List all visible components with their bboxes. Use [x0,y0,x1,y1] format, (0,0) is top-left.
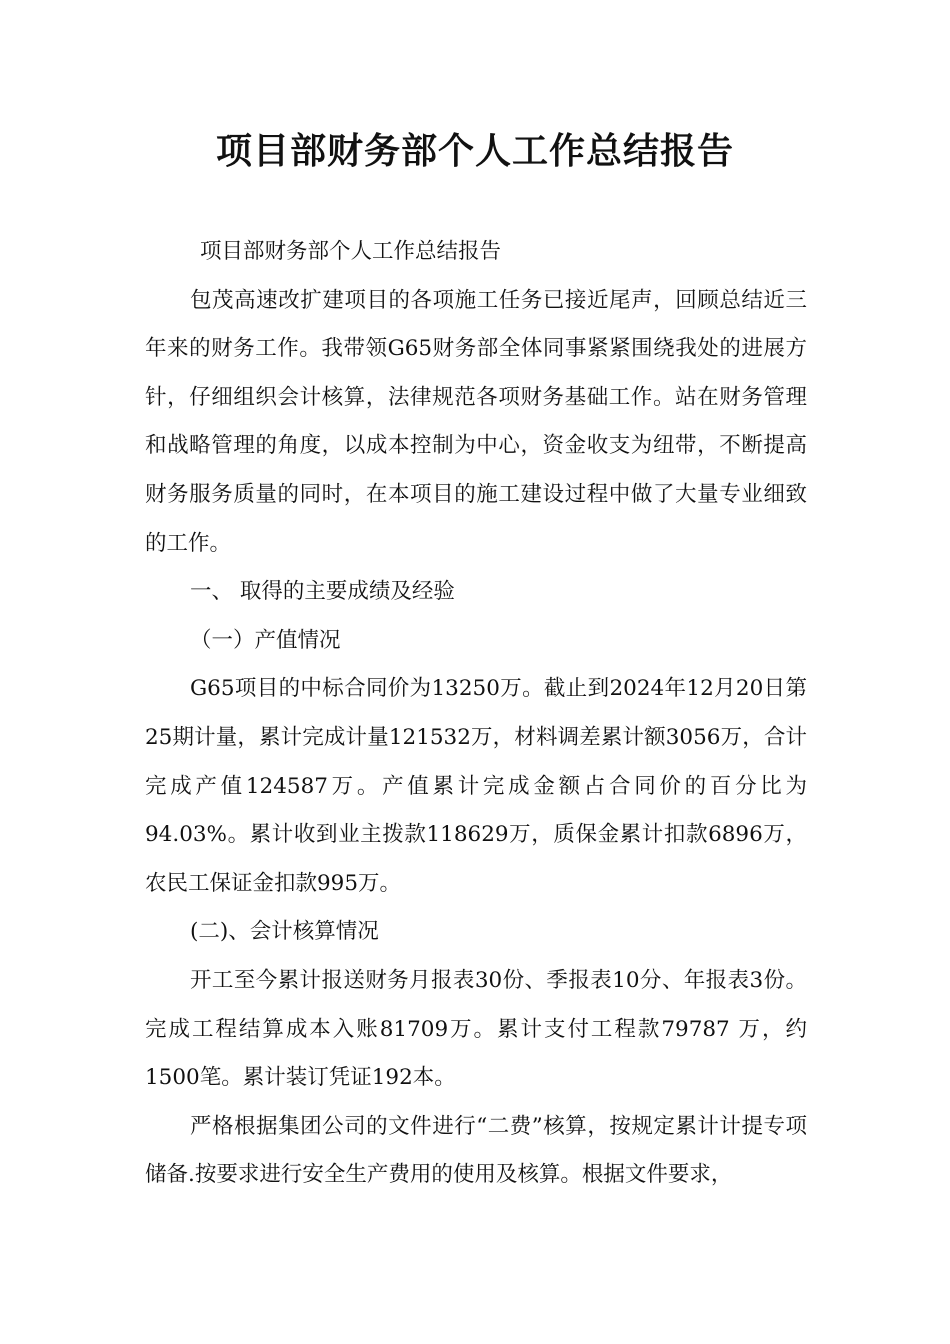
document-title: 项目部财务部个人工作总结报告 [215,131,734,172]
paragraph-accounting: 开工至今累计报送财务月报表30份、季报表10分、年报表3份。完成工程结算成本入账81709万。累计支付工程款79787 万，约 1500笔。累计装订凭证192本。 [145,967,807,1091]
paragraph-two-fees: 严格根据集团公司的文件进行“二费”核算，按规定累计计提专项储备.按要求进行安全生产费用的使用及核算。根据文件要求， [145,1113,807,1188]
paragraph-intro: 包茂高速改扩建项目的各项施工任务已接近尾声，回顾总结近三年来的财务工作。我带领G65财务部全体同事紧紧围绕我处的进展方针，仔细组织会计核算，法律规范各项财务基础工作。站在财务管理和战略管理的角度，以成本控制为中心，资金收支为纽带，不断提高财务服务质量的同时，在本项目的施工建设过程中做了大量专业细致的工作。 [145,287,807,556]
subsection-heading-accounting: (二)、会计核算情况 [190,919,379,945]
subsection-heading-output: （一）产值情况 [190,627,341,653]
section-heading-1: 一、 取得的主要成绩及经验 [190,579,455,605]
paragraph-output-value: G65项目的中标合同价为13250万。截止到2024年12月20日第25期计量，累计完成计量121532万，材料调差累计额3056万，合计完成产值124587万。产值累计完成金额占合同价的百分比为94.03%。累计收到业主拨款118629万，质保金累计扣款6896万，农民工保证金扣款995万。 [145,676,807,896]
paragraph-subtitle: 项目部财务部个人工作总结报告 [200,239,502,264]
document-body [145,228,807,1200]
